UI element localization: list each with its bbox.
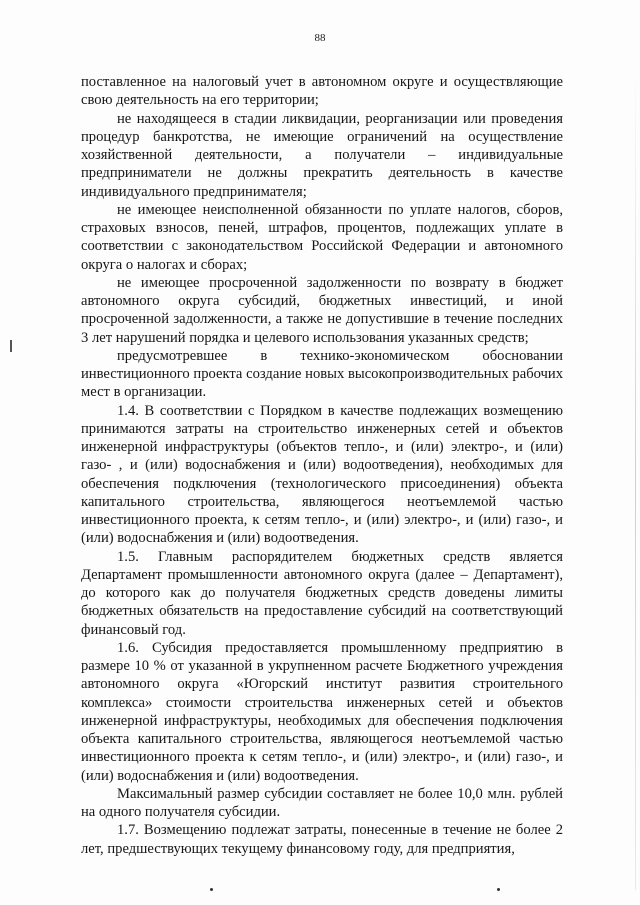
paragraph: Максимальный размер субсидии составляет не более 10,0 млн. рублей на одного получателя субсидии. [81,785,563,820]
paragraph: 1.7. Возмещению подлежат затраты, понесенные в течение не более 2 лет, предшествующих текущему финансовому году, для предприятия, [81,822,563,857]
document-body [81,73,563,858]
scan-speck [210,888,213,891]
scan-mark [10,340,12,352]
paragraph: 1.6. Субсидия предоставляется промышленному предприятию в размере 10 % от указанной в укрупненном расчете Бюджетного учреждения автономного округа «Югорский институт развития строительного комплекса» стоимости строительства инженерных сетей и объектов инженерной инфраструктуры, необходимых для обеспечения подключения объекта капитального строительства, являющегося неотъемлемой частью инвестиционного проекта к сетям тепло-, и (или) электро-, и (или) газо-, и (или) водоснабжения и (или) водоотведения. [81,639,563,784]
paragraph: не имеющее просроченной задолженности по возврату в бюджет автономного округа субсидий, бюджетных инвестиций, и иной просроченной задолженности, а также не допустившие в течение последних 3 лет нарушений порядка и целевого использования указанных средств; [81,274,563,346]
page-number: 88 [314,32,326,44]
scan-edge [635,60,636,890]
paragraph: не находящееся в стадии ликвидации, реорганизации или проведения процедур банкротства, не имеющие ограничений на осуществление хозяйственной деятельности, а получатели – индивидуальные предприниматели не должны прекратить деятельность в качестве индивидуального предпринимателя; [81,110,563,200]
paragraph: предусмотревшее в технико-экономическом обосновании инвестиционного проекта создание новых высокопроизводительных рабочих мест в организации. [81,347,563,401]
paragraph: 1.5. Главным распорядителем бюджетных средств является Департамент промышленности автономного округа (далее – Департамент), до которого как до получателя бюджетных средств доведены лимиты бюджетных обязательств на предоставление субсидий на соответствующий финансовый год. [81,548,563,638]
paragraph: поставленное на налоговый учет в автономном округе и осуществляющие свою деятельность на его территории; [81,74,563,109]
paragraph: 1.4. В соответствии с Порядком в качестве подлежащих возмещению принимаются затраты на строительство инженерных сетей и объектов инженерной инфраструктуры (объектов тепло-, и (или) электро-, и (или) газо- , и (или) водоснабжения и (или) водоотведения), необходимых для обеспечения подключения (технологического присоединения) объекта капитального строительства, являющегося неотъемлемой частью инвестиционного проекта, к сетям тепло-, и (или) электро-, и (или) газо-, и (или) водоснабжения и (или) водоотведения. [81,402,563,547]
paragraph: не имеющее неисполненной обязанности по уплате налогов, сборов, страховых взносов, пеней, штрафов, процентов, подлежащих уплате в соответствии с законодательством Российской Федерации и автономного округа о налогах и сборах; [81,201,563,273]
scan-speck [497,888,500,891]
